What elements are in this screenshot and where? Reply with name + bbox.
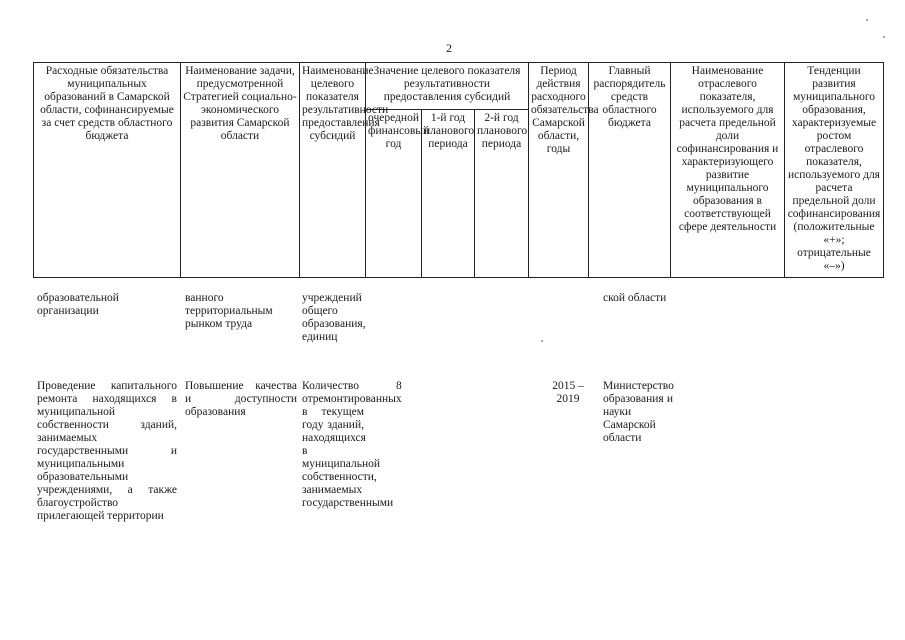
header-period: Период действия расходного обязательства Самарской области, годы <box>529 63 589 278</box>
page-number: 2 <box>446 41 452 55</box>
table-header <box>33 62 884 278</box>
scan-speck <box>883 36 885 38</box>
header-trend: Тенденции развития муниципального образования, характеризуемые ростом отраслевого показателя, используемого для расчета предельной доли софинансирования (положительные «+»; отрицательные «–») <box>785 63 884 278</box>
row2-task: Повышение качества и доступности образования <box>185 380 297 418</box>
scan-speck <box>866 19 868 21</box>
header-indicator-name: Наименование целевого показателя результативности предоставления субсидий <box>300 63 366 278</box>
row1-admin: ской области <box>603 292 667 304</box>
row2-period: 2015 – 2019 <box>552 380 584 405</box>
header-obligation: Расходные обязательства муниципальных образований в Самарской области, софинансируемые за счет средств областного бюджета <box>34 63 181 278</box>
header-admin: Главный распорядитель средств областного бюджета <box>589 63 671 278</box>
row1-task: ванного территориальным рынком труда <box>185 292 273 330</box>
row1-indicator: учреждений общего образования, единиц <box>302 292 366 343</box>
row2-indicator: Количество отремонтированных в текущем году зданий, находящихся в муниципальной собственности, занимаемых государственными <box>302 380 402 509</box>
header-goal-plan-year-1: 1-й год планового периода <box>422 109 475 277</box>
row2-value-current: 8 <box>396 380 402 392</box>
header-task: Наименование задачи, предусмотренной Стратегией социально-экономического развития Самарской области <box>181 63 300 278</box>
scan-speck <box>541 340 543 342</box>
header-goal-current-year: очередной финансовый год <box>366 109 422 277</box>
header-goal-value: Значение целевого показателя результативности предоставления субсидий <box>366 63 529 110</box>
row2-admin: Министерство образования и науки Самарской области <box>603 380 674 444</box>
header-sector-indicator: Наименование отраслевого показателя, используемого для расчета предельной доли софинансирования и характеризующего развитие муниципального образования в соответствующей сфере деятельности <box>671 63 785 278</box>
row1-obligation: образовательной организации <box>37 292 119 317</box>
header-goal-plan-year-2: 2-й год планового периода <box>475 109 529 277</box>
row2-obligation: Проведение капитального ремонта находящихся в муниципальной собственности зданий, занимаемых государственными и муниципальными образовательными учреждениями, а также благоустройство прилегающей территории <box>37 380 177 522</box>
